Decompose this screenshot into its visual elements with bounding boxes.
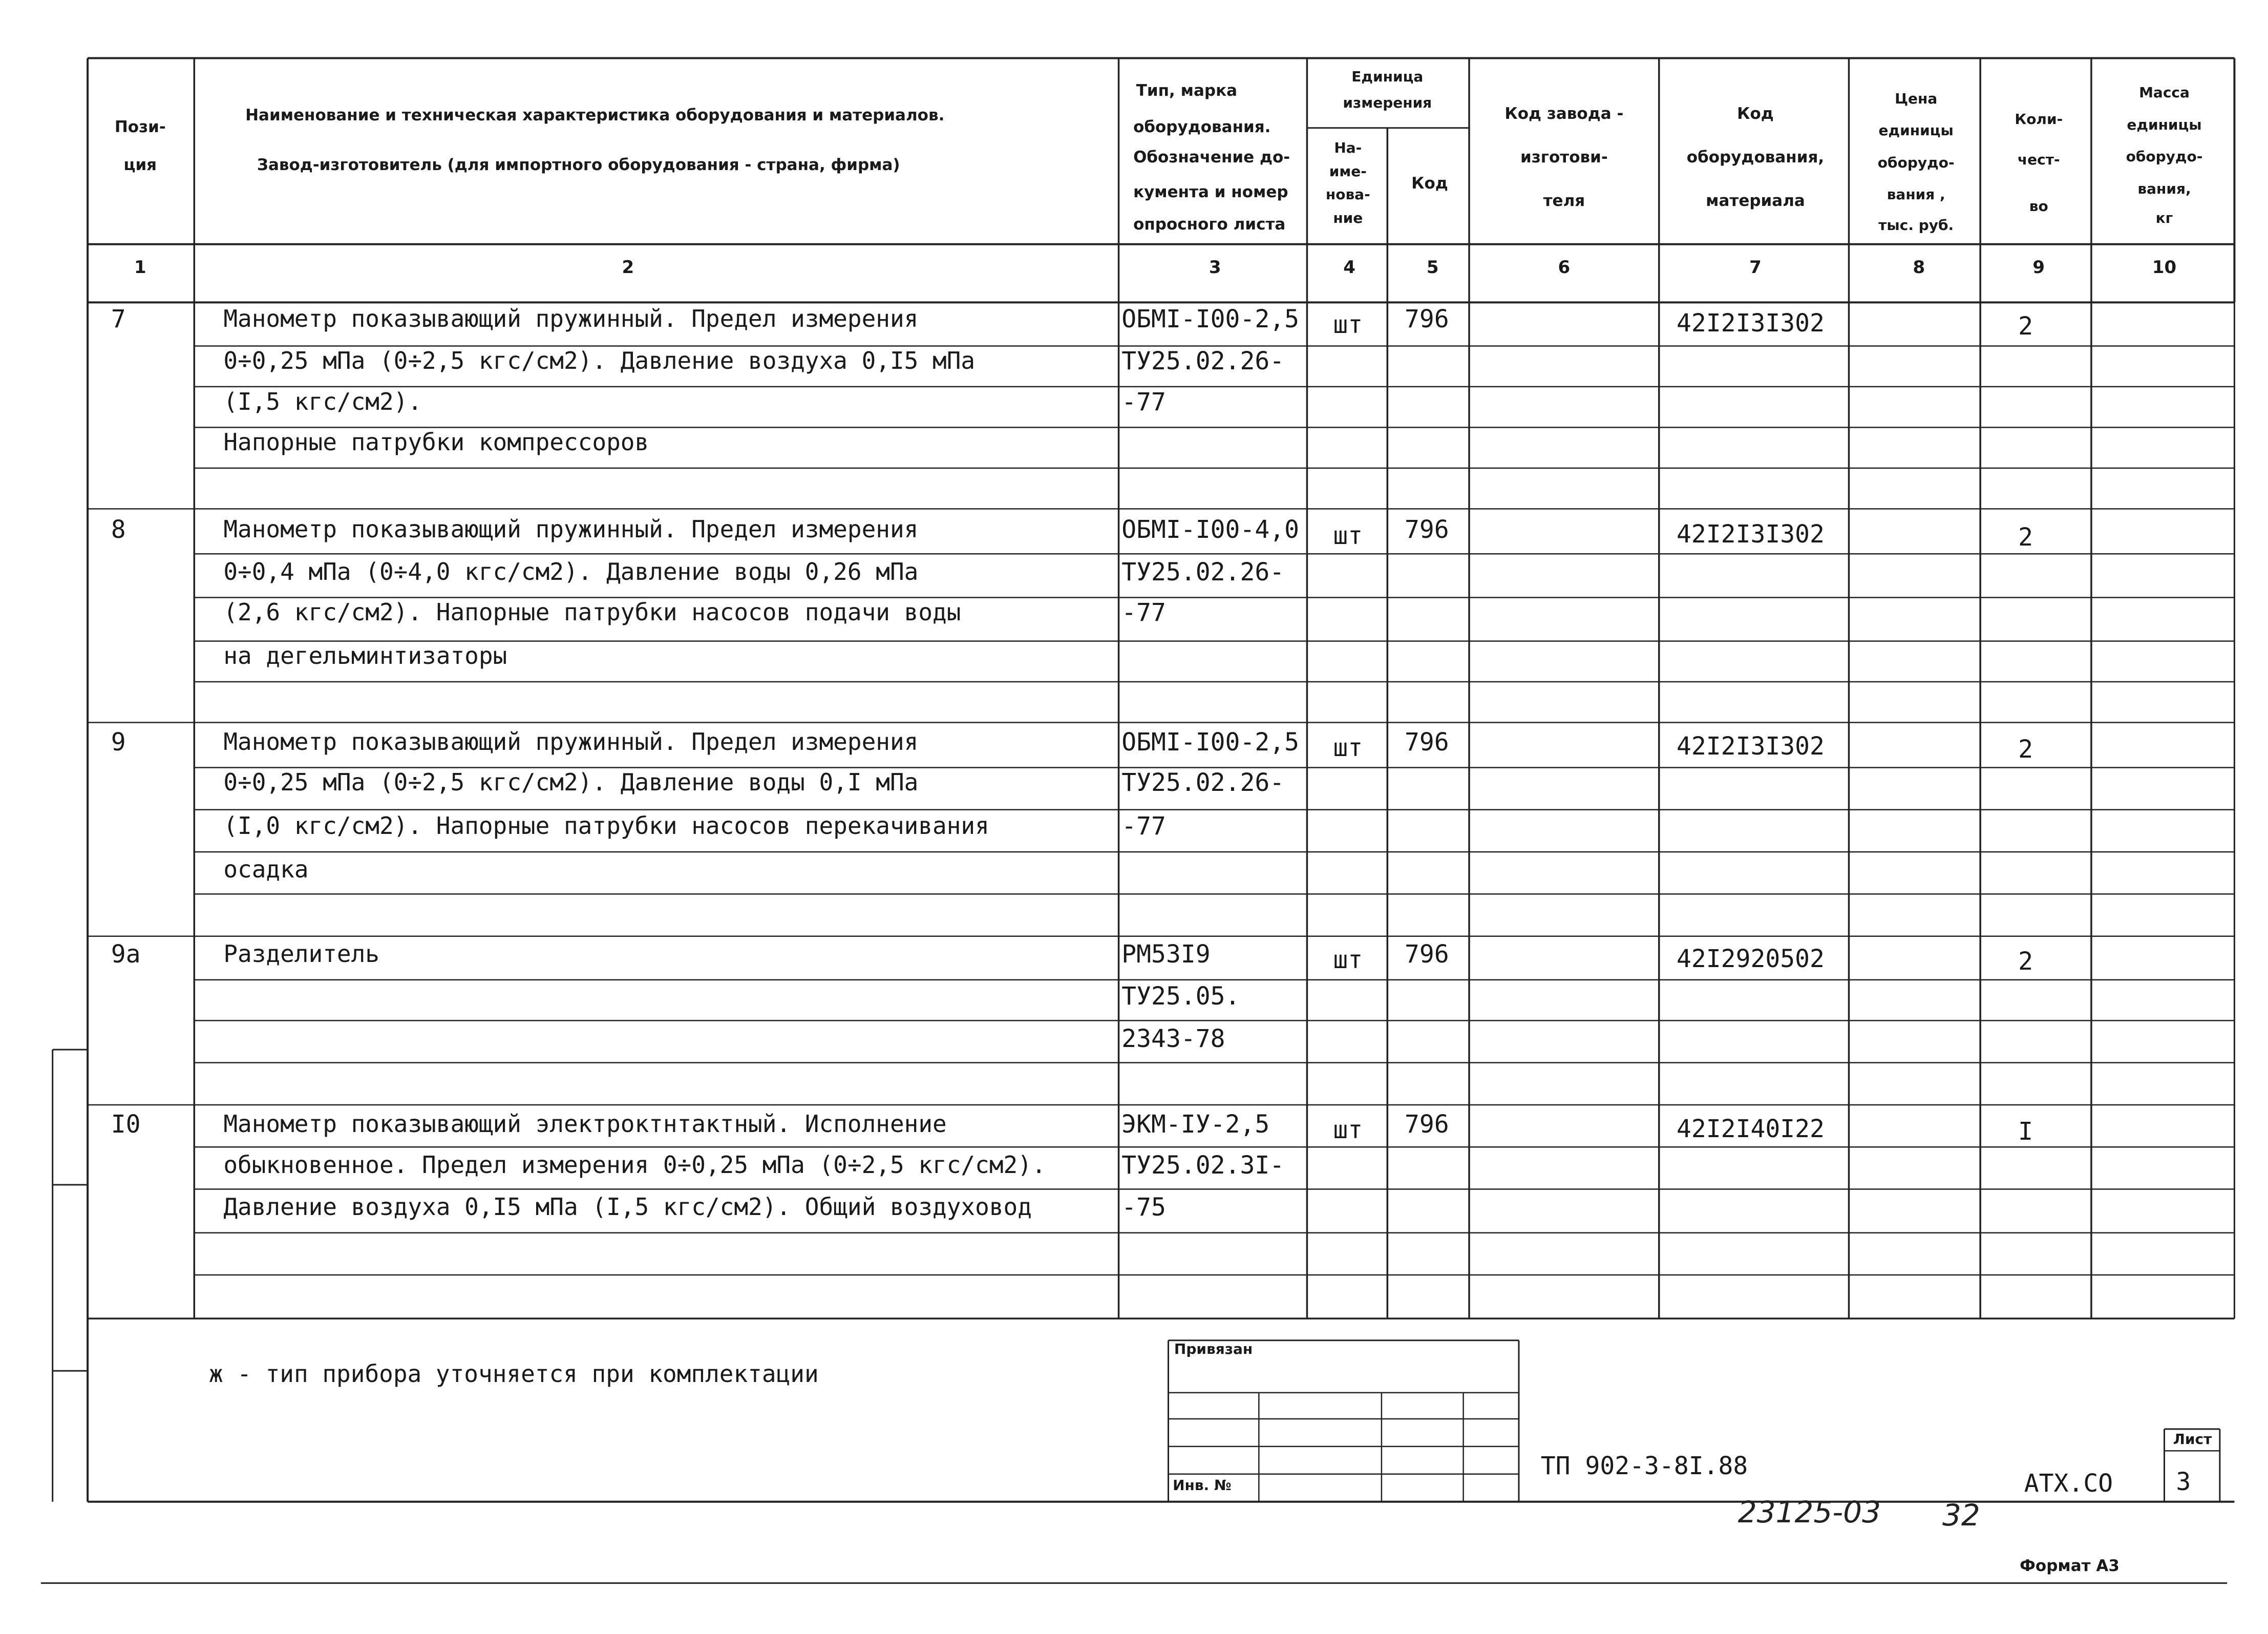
row-unit: шт bbox=[1333, 734, 1363, 763]
row-type: ОБМI-I00-2,5 bbox=[1121, 304, 1300, 333]
row-name: (2,6 кгс/см2). Напорные патрубки насосов подачи воды bbox=[223, 598, 961, 626]
row-unit: шт bbox=[1333, 946, 1363, 975]
header-position: Пози- bbox=[114, 117, 166, 136]
column-number: 2 bbox=[622, 257, 634, 278]
header-price: оборудо- bbox=[1877, 154, 1955, 171]
header-type-mark: Обозначение до- bbox=[1133, 148, 1290, 167]
row-type: ОБМI-I00-4,0 bbox=[1121, 515, 1300, 544]
column-number: 10 bbox=[2152, 257, 2177, 278]
header-factory-code: Код завода - bbox=[1504, 104, 1624, 123]
sheet-number: 3 bbox=[2176, 1468, 2191, 1497]
row-type: ТУ25.05. bbox=[1121, 982, 1240, 1011]
row-name: Напорные патрубки компрессоров bbox=[223, 428, 649, 456]
row-type: ОБМI-I00-2,5 bbox=[1121, 727, 1300, 757]
header-price: тыс. руб. bbox=[1878, 216, 1954, 234]
row-name: Манометр показывающий электроктнтактный. Исполнение bbox=[223, 1110, 947, 1138]
row-name: 0÷0,25 мПа (0÷2,5 кгс/см2). Давление воды 0,I мПа bbox=[223, 768, 919, 797]
row-name: Манометр показывающий пружинный. Предел измерения bbox=[223, 515, 919, 543]
header-equipment-code: оборудования, bbox=[1686, 148, 1825, 167]
header-type-mark: Тип, марка bbox=[1136, 81, 1238, 100]
column-number: 5 bbox=[1426, 257, 1439, 278]
row-equipment-code: 42I2I3I302 bbox=[1676, 732, 1825, 761]
column-number: 3 bbox=[1209, 257, 1221, 278]
column-number: 8 bbox=[1913, 257, 1925, 278]
header-price: единицы bbox=[1878, 122, 1954, 139]
row-name: осадка bbox=[223, 855, 309, 884]
row-type: ЭКМ-IУ-2,5 bbox=[1121, 1110, 1270, 1139]
header-mass: единицы bbox=[2127, 116, 2202, 133]
row-type: 2343-78 bbox=[1121, 1024, 1225, 1053]
column-number: 7 bbox=[1749, 257, 1762, 278]
header-unit-name: ние bbox=[1333, 209, 1363, 226]
header-price: Цена bbox=[1895, 90, 1938, 107]
row-position: 8 bbox=[111, 515, 126, 544]
sheet-label: Лист bbox=[2173, 1430, 2212, 1448]
stamp-inventory-label: Инв. № bbox=[1173, 1477, 1232, 1494]
row-equipment-code: 42I2I3I302 bbox=[1676, 519, 1825, 549]
column-number: 4 bbox=[1343, 257, 1355, 278]
row-unit-code: 796 bbox=[1404, 304, 1449, 333]
row-type: -77 bbox=[1121, 598, 1166, 627]
row-equipment-code: 42I2I40I22 bbox=[1676, 1114, 1825, 1143]
row-equipment-code: 42I2920502 bbox=[1676, 944, 1825, 973]
row-unit: шт bbox=[1333, 310, 1363, 340]
header-name-line1: Наименование и техническая характеристика оборудования и материалов. bbox=[245, 106, 945, 125]
header-factory-code: теля bbox=[1543, 192, 1585, 211]
handwritten-page: 32 bbox=[1942, 1497, 1980, 1533]
row-equipment-code: 42I2I3I302 bbox=[1676, 309, 1825, 338]
row-position: I0 bbox=[111, 1110, 141, 1139]
row-unit: шт bbox=[1333, 1116, 1363, 1145]
header-type-mark: опросного листа bbox=[1133, 215, 1286, 234]
header-unit-code: Код bbox=[1411, 174, 1448, 193]
row-name: Манометр показывающий пружинный. Предел измерения bbox=[223, 304, 919, 332]
row-type: РМ53I9 bbox=[1121, 940, 1211, 969]
header-quantity: Коли- bbox=[2015, 110, 2063, 128]
header-unit-name: име- bbox=[1329, 162, 1367, 180]
row-type: -75 bbox=[1121, 1192, 1166, 1222]
row-type: ТУ25.02.26- bbox=[1121, 768, 1285, 798]
row-position: 7 bbox=[111, 304, 126, 333]
document-code: ТП 902-3-8I.88 bbox=[1540, 1452, 1748, 1481]
row-name: обыкновенное. Предел измерения 0÷0,25 мПа (0÷2,5 кгс/см2). bbox=[223, 1150, 1046, 1179]
row-unit-code: 796 bbox=[1404, 727, 1449, 757]
header-position: ция bbox=[123, 155, 157, 174]
header-type-mark: оборудования. bbox=[1133, 117, 1271, 136]
header-unit-group: измерения bbox=[1343, 94, 1432, 112]
row-quantity: 2 bbox=[2018, 735, 2033, 764]
row-name: на дегельминтизаторы bbox=[223, 642, 507, 670]
sheet-code: АТХ.СО bbox=[2024, 1469, 2113, 1498]
row-quantity: 2 bbox=[2018, 312, 2033, 341]
header-mass: кг bbox=[2155, 209, 2173, 226]
row-type: ТУ25.02.26- bbox=[1121, 557, 1285, 586]
row-name: (I,0 кгс/см2). Напорные патрубки насосов перекачивания bbox=[223, 812, 989, 840]
stamp-linked-label: Привязан bbox=[1174, 1340, 1253, 1357]
header-quantity: во bbox=[2029, 197, 2048, 215]
row-quantity: 2 bbox=[2018, 947, 2033, 976]
header-unit-group: Единица bbox=[1351, 68, 1424, 86]
header-quantity: чест- bbox=[2017, 151, 2060, 168]
row-position: 9 bbox=[111, 727, 126, 757]
row-type: ТУ25.02.26- bbox=[1121, 347, 1285, 376]
row-name: 0÷0,4 мПа (0÷4,0 кгс/см2). Давление воды 0,26 мПа bbox=[223, 557, 919, 585]
row-unit-code: 796 bbox=[1404, 515, 1449, 544]
column-number: 6 bbox=[1558, 257, 1571, 278]
footnote: ж - тип прибора уточняется при комплектации bbox=[208, 1360, 819, 1388]
row-name: Манометр показывающий пружинный. Предел измерения bbox=[223, 727, 919, 756]
row-name: Разделитель bbox=[223, 940, 379, 968]
row-name: 0÷0,25 мПа (0÷2,5 кгс/см2). Давление воздуха 0,I5 мПа bbox=[223, 347, 976, 375]
row-name: Давление воздуха 0,I5 мПа (I,5 кгс/см2). Общий воздуховод bbox=[223, 1192, 1032, 1221]
header-equipment-code: материала bbox=[1706, 192, 1805, 211]
header-name-line2: Завод-изготовитель (для импортного оборудования - страна, фирма) bbox=[257, 155, 900, 174]
column-number: 9 bbox=[2032, 257, 2045, 278]
header-mass: оборудо- bbox=[2126, 148, 2203, 165]
header-factory-code: изготови- bbox=[1520, 148, 1608, 167]
row-type: -77 bbox=[1121, 387, 1166, 416]
header-unit-name: На- bbox=[1334, 139, 1362, 157]
row-unit: шт bbox=[1333, 521, 1363, 550]
header-type-mark: кумента и номер bbox=[1133, 183, 1288, 202]
header-price: вания , bbox=[1887, 186, 1945, 203]
row-unit-code: 796 bbox=[1404, 940, 1449, 969]
format-label: Формат А3 bbox=[2020, 1557, 2119, 1576]
row-type: ТУ25.02.3I- bbox=[1121, 1150, 1285, 1180]
handwritten-number: 23125-03 bbox=[1737, 1495, 1881, 1530]
header-mass: Масса bbox=[2139, 84, 2190, 101]
header-unit-name: нова- bbox=[1325, 186, 1370, 203]
row-quantity: 2 bbox=[2018, 522, 2033, 552]
column-number: 1 bbox=[134, 257, 146, 278]
row-type: -77 bbox=[1121, 812, 1166, 841]
header-mass: вания, bbox=[2137, 180, 2191, 197]
row-quantity: I bbox=[2018, 1117, 2033, 1146]
row-unit-code: 796 bbox=[1404, 1110, 1449, 1139]
row-name: (I,5 кгс/см2). bbox=[223, 387, 422, 415]
header-equipment-code: Код bbox=[1737, 104, 1774, 123]
row-position: 9а bbox=[111, 940, 141, 969]
